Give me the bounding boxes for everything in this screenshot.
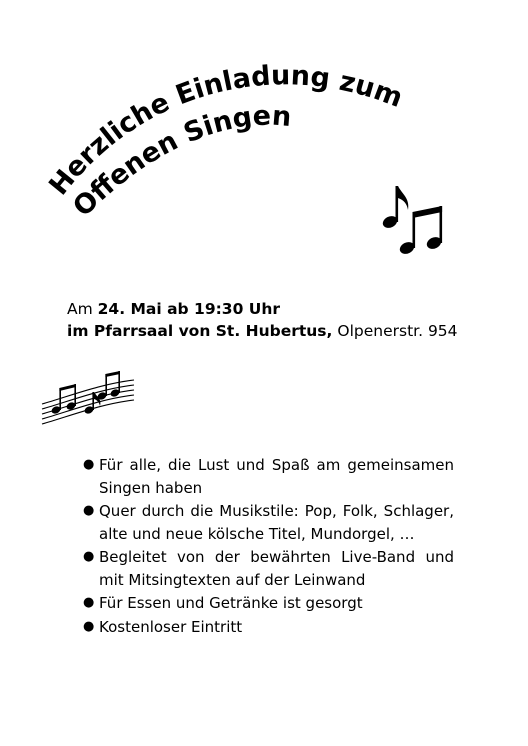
list-item-text: Begleitet von der bewährten Live-Band und mit Mitsingtexten auf der Leinwand — [99, 548, 454, 589]
list-item-text: Kostenloser Eintritt — [99, 617, 243, 636]
list-item — [82, 546, 454, 591]
event-date: 24. Mai ab 19:30 Uhr — [97, 300, 281, 318]
bullet-icon: ● — [83, 503, 95, 518]
bullet-icon: ● — [83, 618, 95, 634]
event-address: Olpenerstr. 954 — [337, 322, 458, 340]
bullet-icon: ● — [83, 595, 95, 610]
event-details — [67, 298, 458, 342]
feature-list — [82, 454, 454, 639]
list-item — [82, 616, 454, 639]
bullet-icon: ● — [83, 457, 95, 472]
event-venue: im Pfarrsaal von St. Hubertus, — [67, 322, 333, 340]
music-notes-icon — [380, 184, 450, 260]
event-date-line — [67, 298, 458, 320]
event-venue-line — [67, 320, 458, 342]
title-line-2: Offenen Singen — [67, 100, 293, 223]
list-item-text: Für Essen und Getränke ist gesorgt — [99, 594, 363, 612]
list-item — [82, 500, 454, 545]
date-prefix: Am — [67, 300, 93, 318]
list-item — [82, 454, 454, 499]
title-line-1: Herzliche Einladung zum — [43, 60, 407, 202]
music-staff-icon — [40, 366, 136, 430]
list-item — [82, 592, 454, 615]
bullet-icon: ● — [83, 549, 95, 564]
list-item-text: Für alle, die Lust und Spaß am gemeinsamen Singen haben — [99, 456, 454, 497]
list-item-text: Quer durch die Musikstile: Pop, Folk, Schlager, alte und neue kölsche Titel, Mundorgel, … — [99, 502, 454, 543]
